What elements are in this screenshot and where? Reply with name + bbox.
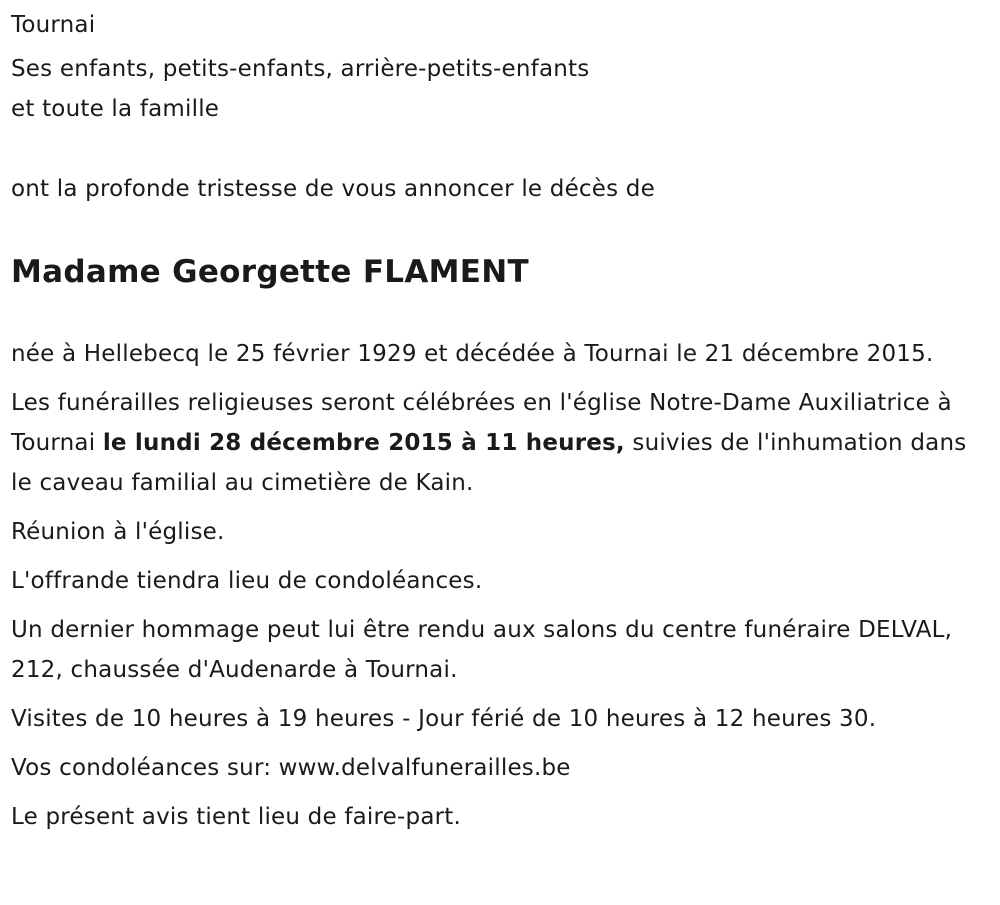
family-line-2: et toute la famille xyxy=(11,96,220,122)
family-line-1: Ses enfants, petits-enfants, arrière-petits-enfants xyxy=(11,56,590,82)
funeral-text-before: Les funérailles religieuses seront célébrées en l'église Notre-Dame Auxiliatrice à Tournai xyxy=(11,390,952,456)
deceased-name: Madame Georgette FLAMENT xyxy=(11,254,529,290)
meeting-text: Réunion à l'église. xyxy=(11,519,225,545)
visits-text: Visites de 10 heures à 19 heures - Jour férié de 10 heures à 12 heures 30. xyxy=(11,706,877,732)
funeral-date: le lundi 28 décembre 2015 à 11 heures, xyxy=(102,430,625,456)
birth-death-text: née à Hellebecq le 25 février 1929 et décédée à Tournai le 21 décembre 2015. xyxy=(11,341,934,367)
funeral-text-after: suivies de l'inhumation dans le caveau familial au cimetière de Kain. xyxy=(11,430,967,496)
offering-text: L'offrande tiendra lieu de condoléances. xyxy=(11,568,483,594)
tribute-text: Un dernier hommage peut lui être rendu aux salons du centre funéraire DELVAL, 212, chaussée d'Audenarde à Tournai. xyxy=(11,617,953,683)
announcement-text: ont la profonde tristesse de vous annoncer le décès de xyxy=(11,176,655,202)
notice-statement: Le présent avis tient lieu de faire-part. xyxy=(11,804,462,830)
family-block xyxy=(11,49,980,129)
condolences-text: Vos condoléances sur: www.delvalfunerailles.be xyxy=(11,755,571,781)
funeral-paragraph xyxy=(11,383,980,503)
city-label: Tournai xyxy=(11,12,96,38)
